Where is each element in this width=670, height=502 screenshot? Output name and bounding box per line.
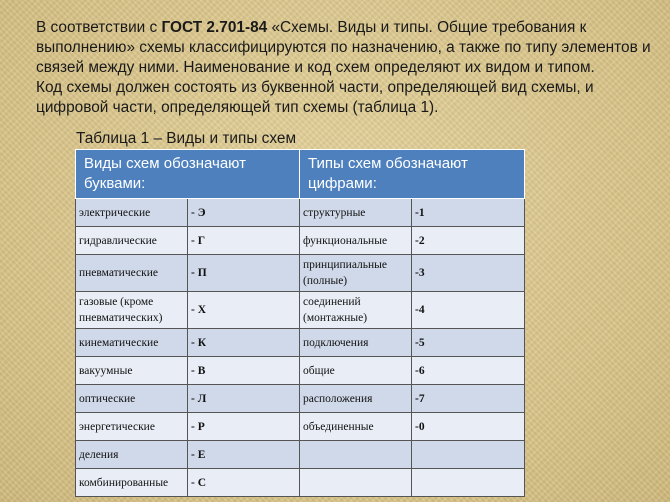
kind-code: - П — [188, 255, 300, 292]
intro-after-bold: «Схемы. Виды и типы. Общие требования к выполнению» схемы классифицируются по назначению, а также по типу элементов и связей между ними. Наименование и код схем определяют их видом и типом. — [36, 19, 651, 76]
table-row — [76, 385, 525, 413]
kind-code: - Э — [188, 199, 300, 227]
intro-text — [36, 18, 664, 118]
kind-name: оптические — [76, 385, 188, 413]
type-code: -1 — [412, 199, 525, 227]
kind-code: - В — [188, 357, 300, 385]
table-row — [76, 255, 525, 292]
kind-code: - Г — [188, 227, 300, 255]
type-code: -4 — [412, 292, 525, 329]
type-code: -6 — [412, 357, 525, 385]
table-row — [76, 413, 525, 441]
type-name: соединений (монтажные) — [300, 292, 412, 329]
kind-code: - Х — [188, 292, 300, 329]
header-kinds: Виды схем обозначают буквами: — [76, 150, 300, 199]
kind-name: кинематические — [76, 329, 188, 357]
type-name: общие — [300, 357, 412, 385]
table-header-row — [76, 150, 525, 199]
kind-name: гидравлические — [76, 227, 188, 255]
type-name: подключения — [300, 329, 412, 357]
type-code: -5 — [412, 329, 525, 357]
type-name — [300, 469, 412, 497]
type-name: принципиальные (полные) — [300, 255, 412, 292]
type-code: -7 — [412, 385, 525, 413]
schemes-table — [75, 149, 525, 497]
table-caption: Таблица 1 – Виды и типы схем — [76, 130, 297, 147]
type-name: структурные — [300, 199, 412, 227]
type-code: -2 — [412, 227, 525, 255]
intro-before-bold: В соответствии с — [36, 19, 162, 36]
intro-second: Код схемы должен состоять из буквенной части, определяющей вид схемы, и цифровой части, определяющей тип схемы (таблица 1). — [36, 79, 594, 116]
type-code: -3 — [412, 255, 525, 292]
kind-name: пневматические — [76, 255, 188, 292]
kind-name: вакуумные — [76, 357, 188, 385]
kind-name: газовые (кроме пневматических) — [76, 292, 188, 329]
table-row — [76, 357, 525, 385]
kind-name: деления — [76, 441, 188, 469]
table-row — [76, 441, 525, 469]
kind-name: энергетические — [76, 413, 188, 441]
kind-code: - Е — [188, 441, 300, 469]
type-name: объединенные — [300, 413, 412, 441]
type-code — [412, 441, 525, 469]
table-row — [76, 199, 525, 227]
table-row — [76, 469, 525, 497]
kind-code: - Р — [188, 413, 300, 441]
header-types: Типы схем обозначают цифрами: — [300, 150, 525, 199]
kind-name: электрические — [76, 199, 188, 227]
type-code: -0 — [412, 413, 525, 441]
type-name: функциональные — [300, 227, 412, 255]
gost-reference: ГОСТ 2.701-84 — [161, 19, 268, 36]
kind-code: - К — [188, 329, 300, 357]
kind-name: комбинированные — [76, 469, 188, 497]
table-row — [76, 329, 525, 357]
table-row — [76, 292, 525, 329]
table-row — [76, 227, 525, 255]
type-name — [300, 441, 412, 469]
type-code — [412, 469, 525, 497]
kind-code: - С — [188, 469, 300, 497]
type-name: расположения — [300, 385, 412, 413]
kind-code: - Л — [188, 385, 300, 413]
